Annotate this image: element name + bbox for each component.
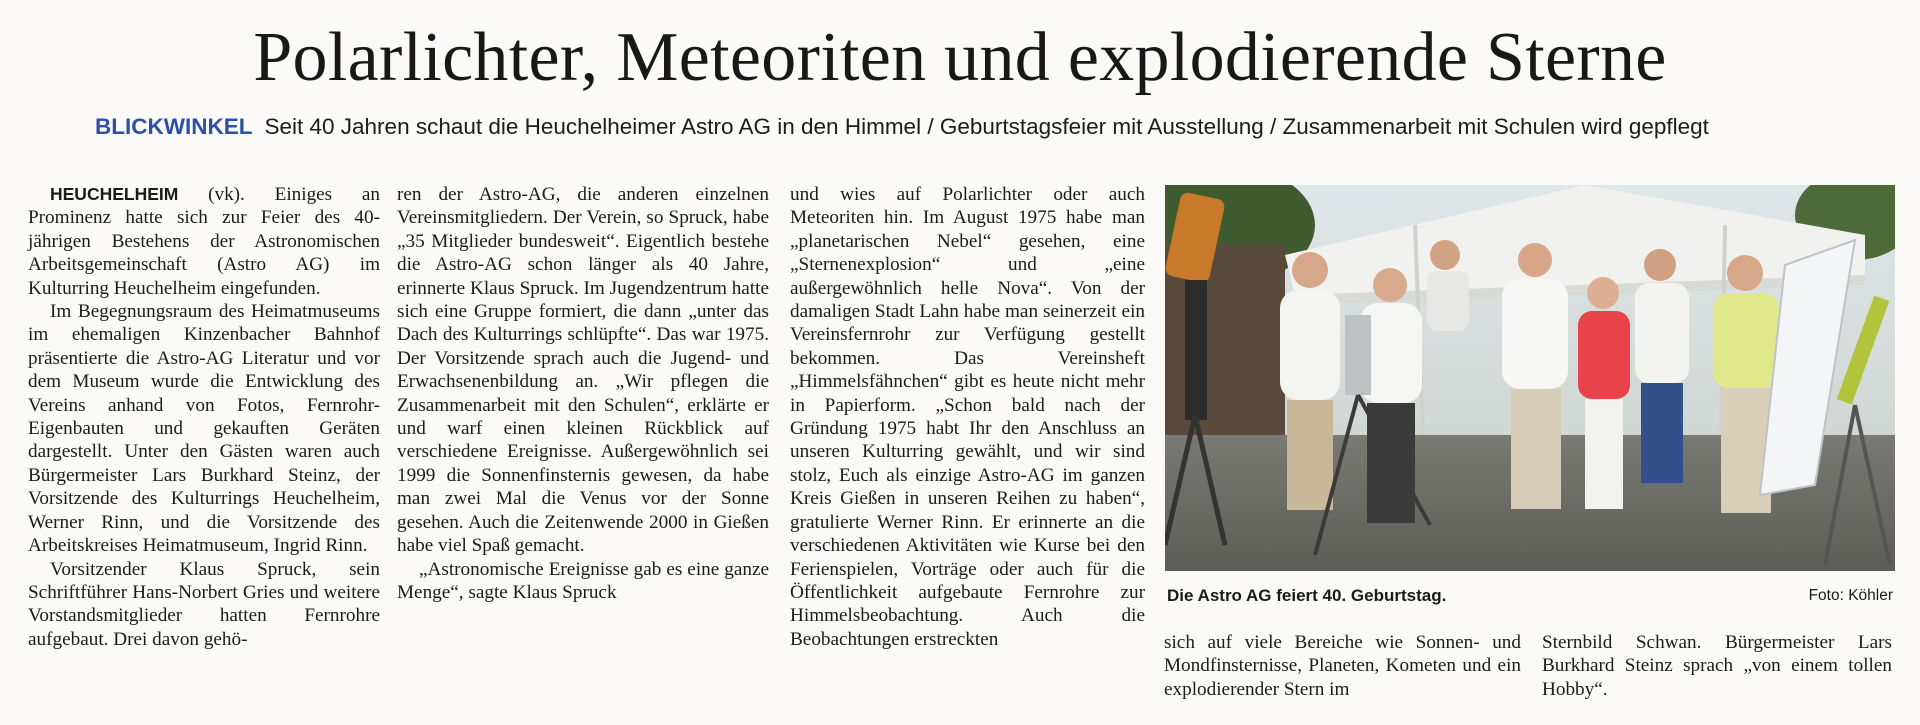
subheadline-text: Seit 40 Jahren schaut die Heuchelheimer Astro AG in den Himmel / Geburtstagsfeier mit Ausstellung / Zusammenarbeit mit Schulen wird gepflegt [264,114,1709,139]
paragraph: ren der Astro-AG, die anderen einzelnen Vereinsmitgliedern. Der Verein, so Spruck, habe „35 Mitglieder bundesweit“. Eigentlich bestehe die Astro-AG schon länger als 40 Jahre, erinnerte Klaus Spruck. Im Jugendzentrum hatte sich eine Gruppe formiert, die dann „unter das Dach des Kulturrings schlüpfte“. Das war 1975. Der Vorsitzende sprach auch die Jugend- und Erwachsenenbildung an. „Wir pflegen die Zusammenarbeit mit den Schulen“, erklärte er und warf einen kleinen Rückblick auf verschiedene Ereignisse. Außergewöhnlich sei 1999 die Sonnenfinsternis gewesen, da habe man zwei Mal die Venus vor der Sonne gesehen. Auch die Zeitenwende 2000 in Gießen habe viel Spaß gemacht. [397,184,769,557]
paragraph [28,183,380,300]
photo-credit: Foto: Köhler [1808,587,1893,604]
dateline: HEUCHELHEIM [50,184,179,204]
paragraph: „Astronomische Ereignisse gab es eine ganze Menge“, sagte Klaus Spruck [397,558,769,603]
paragraph: Vorsitzender Klaus Spruck, sein Schriftführer Hans-Norbert Gries und weitere Vorstandsmitglieder hatten Fernrohre aufgebaut. Drei davon gehö- [28,558,380,650]
caption-text: Die Astro AG feiert 40. Geburtstag. [1167,586,1447,605]
section-kicker: BLICKWINKEL [95,114,253,139]
photo-caption [1167,585,1895,607]
article-column-2 [397,183,769,604]
article-column-4 [1164,631,1521,701]
paragraph-text: (vk). Einiges an Prominenz hatte sich zur Feier des 40-jährigen Bestehens der Astronomischen Arbeitsgemeinschaft (Astro AG) im Kulturring Heuchelheim eingefunden. [28,184,380,299]
paragraph: und wies auf Polarlichter oder auch Meteoriten hin. Im August 1975 habe man „planetarischen Nebel“ gesehen, eine „Sternenexplosion“ und „eine außergewöhnlich helle Nova“. Von der damaligen Stadt Lahn habe man seinerzeit ein Vereinsfernrohr zur Verfügung gestellt bekommen. Das Vereinsheft „Himmelsfähnchen“ gibt es heute nicht mehr in Papierform. „Schon bald nach der Gründung 1975 habt Ihr den Anschluss an unseren Kulturring gewählt, und wir sind stolz, Euch als einzige Astro-AG im ganzen Kreis Gießen in unseren Reihen zu haben“, gratulierte Werner Rinn. Er erinnerte an die verschiedenen Aktivitäten wie Kurse bei den Ferienspielen, Vorträge oder auch für die Öffentlichkeit aufgebaute Fernrohre zur Himmelsbeobachtung. Auch die Beobachtungen erstreckten [790,184,1145,650]
article-column-3 [790,183,1145,651]
paragraph: sich auf viele Bereiche wie Sonnen- und Mondfinsternisse, Planeten, Kometen und ein explodierender Stern im [1164,632,1521,700]
article-column-1 [28,183,380,651]
subheadline [95,113,1895,141]
headline: Polarlichter, Meteoriten und explodierende Sterne [253,19,1667,96]
group-photo [1165,185,1895,571]
photo-illustration [1165,185,1895,571]
paragraph: Im Begegnungsraum des Heimatmuseums im ehemaligen Kinzenbacher Bahnhof präsentierte die Astro-AG Literatur und vor dem Museum wurde die Entwicklung des Vereins anhand von Fotos, Fernrohr-Eigenbauten und gekauften Geräten dargestellt. Unter den Gästen waren auch Bürgermeister Lars Burkhard Steinz, der Vorsitzende des Kulturrings Heuchelheim, Werner Rinn, und die Vorsitzende des Arbeitskreises Heimatmuseum, Ingrid Rinn. [28,301,380,557]
paragraph: Sternbild Schwan. Bürgermeister Lars Burkhard Steinz sprach „von einem tollen Hobby“. [1542,632,1892,700]
article-column-5 [1542,631,1892,701]
